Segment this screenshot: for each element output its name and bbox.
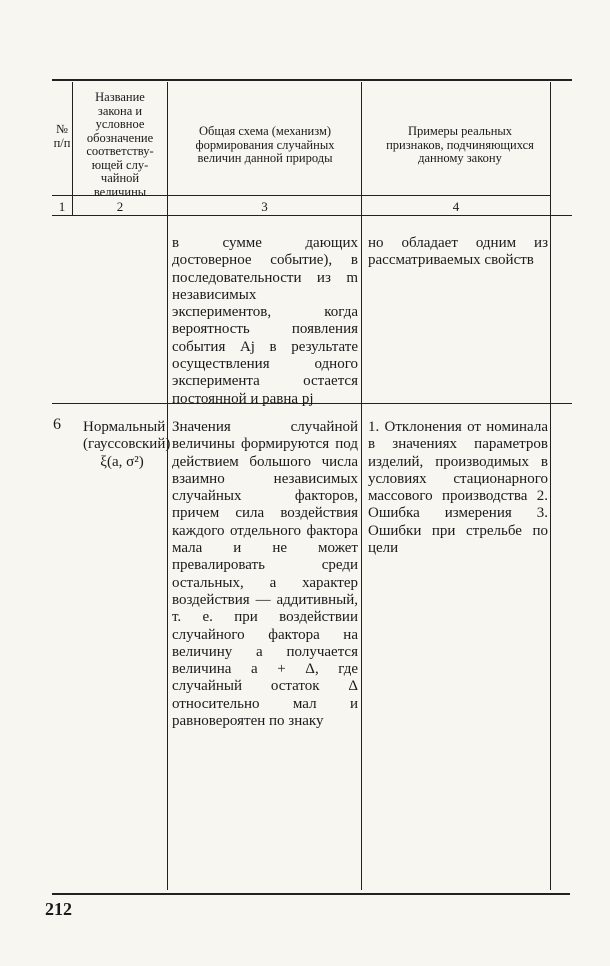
page-number: 212	[45, 899, 72, 919]
row-scheme-cell: Значения случайной величины формируются под действием большого числа взаимно независимых случайных факторов, причем сила воздействия каждого отдельного фактора мала и не может превалировать среди остальных, а характер воздействия — аддитивный, т. е. при воздействии случайного фактора на величину a получается величина a + Δ, где случайный остаток Δ относительно мал и равновероятен по знаку	[172, 419, 358, 730]
row-examples-cell: 1. Отклонения от номинала в значениях параметров изделий, производимых в условиях стационарного массового производства 2. Ошибка измерения 3. Ошибки при стрельбе по цели	[368, 419, 548, 557]
column-divider-1	[72, 82, 73, 215]
column-divider-4	[550, 82, 551, 890]
row-examples-cell: но обладает одним из рассматриваемых свойств	[368, 235, 548, 269]
row-scheme-cell: в сумме дающих достоверное событие), в последовательности из m независимых экспериментов, когда вероятность появления события Aj в результате осуществления одного эксперимента остается постоянной и равна pj	[172, 235, 358, 407]
column-divider-2	[167, 82, 168, 890]
header-col-examples: Примеры реальных признаков, подчиняющихся данному закону	[386, 124, 534, 165]
header-col-scheme: Общая схема (механизм) формирования случайных величин данной природы	[195, 124, 335, 165]
column-number: 3	[261, 199, 268, 214]
row-number-cell: 6	[53, 416, 61, 433]
table-top-rule	[52, 79, 572, 81]
header-col-law-name: Название закона и условное обозначение соответству-ющей слу-чайной величины	[86, 90, 154, 199]
table-bottom-rule	[52, 893, 570, 895]
column-number: 2	[116, 199, 124, 214]
column-divider-3	[361, 82, 362, 890]
row-law-name-cell: Нормальный (гауссовский) ξ(a, σ²)	[83, 419, 171, 470]
column-number: 1	[58, 199, 66, 214]
column-numbers-rule	[52, 215, 572, 216]
column-number: 4	[452, 199, 460, 214]
header-col-number: № п/п	[53, 122, 71, 150]
